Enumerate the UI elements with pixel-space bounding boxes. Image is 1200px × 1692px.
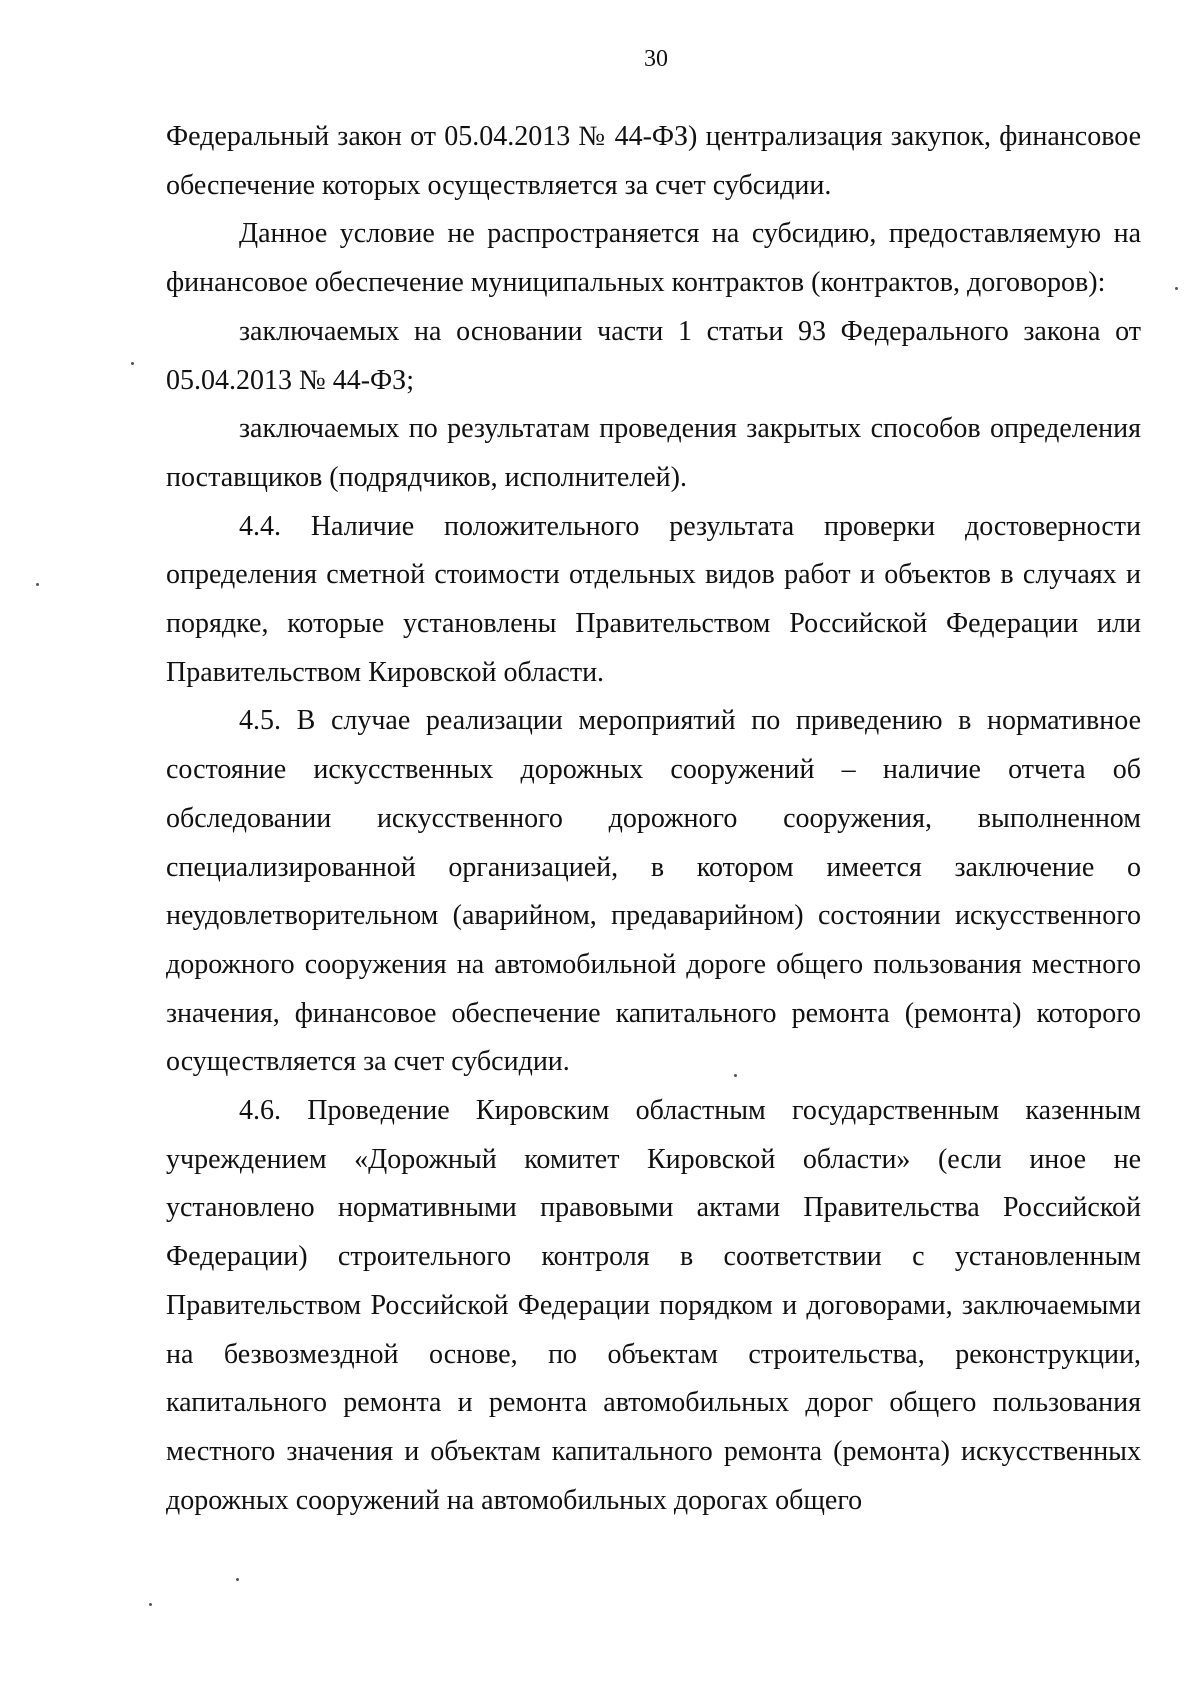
paragraph-exception-item-2: заключаемых по результатам проведения закрытых способов определения поставщиков (подрядчиков, исполнителей). [166, 413, 1141, 493]
scan-speck [131, 362, 134, 365]
scan-speck [236, 1578, 239, 1581]
paragraph-condition-exception: Данное условие не распространяется на субсидию, предоставляемую на финансовое обеспечение муниципальных контрактов (контрактов, договоров): [166, 218, 1141, 299]
scan-speck [1175, 287, 1178, 290]
paragraph-exception-item-1: заключаемых на основании части 1 статьи 93 Федерального закона от 05.04.2013 № 44-ФЗ; [166, 315, 1141, 396]
page-number: 30 [644, 46, 668, 72]
paragraph-4-4: 4.4. Наличие положительного результата проверки достоверности определения сметной стоимости отдельных видов работ и объектов в случаях и порядке, которые установлены Правительством Российской Федерации или Правительством Кировской области. [166, 510, 1141, 688]
scan-speck [36, 583, 39, 586]
paragraph-4-5: 4.5. В случае реализации мероприятий по приведению в нормативное состояние искусственных дорожных сооружений – наличие отчета об обследовании искусственного дорожного сооружения, выполненном специализированной организацией, в котором имеется заключение о неудовлетворительном (аварийном, предаварийном) состоянии искусственного дорожного сооружения на автомобильной дороге общего пользования местного значения, финансовое обеспечение капитального ремонта (ремонта) которого осуществляется за счет субсидии. [166, 705, 1141, 1078]
scan-speck [734, 1074, 737, 1077]
paragraph-continuation: Федеральный закон от 05.04.2013 № 44-ФЗ) централизация закупок, финансовое обеспечение которых осуществляется за счет субсидии. [166, 121, 1141, 201]
scan-speck [149, 1603, 152, 1606]
document-body [166, 113, 1141, 1525]
paragraph-4-6: 4.6. Проведение Кировским областным государственным казенным учреждением «Дорожный комитет Кировской области» (если иное не установлено нормативными правовыми актами Правительства Российской Федерации) строительного контроля в соответствии с установленным Правительством Российской Федерации порядком и договорами, заключаемыми на безвозмездной основе, по объектам строительства, реконструкции, капитального ремонта и ремонта автомобильных дорог общего пользования местного значения и объектам капитального ремонта (ремонта) искусственных дорожных сооружений на автомобильных дорогах общего [166, 1095, 1141, 1516]
